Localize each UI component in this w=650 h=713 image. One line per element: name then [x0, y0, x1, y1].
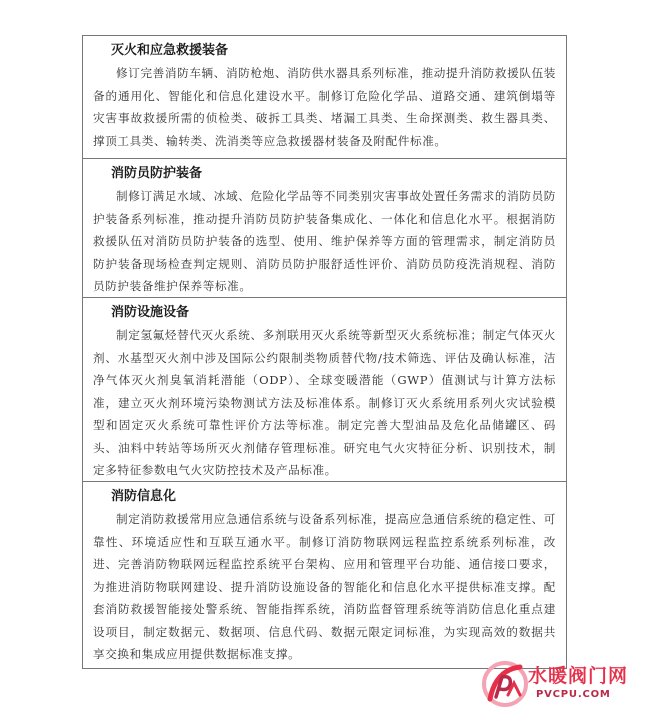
document-table — [82, 35, 567, 669]
pv-logo-icon — [480, 659, 530, 709]
section-fire-informatization — [83, 482, 566, 668]
section-firefighter-protective-equipment — [83, 159, 566, 298]
section-fire-rescue-equipment — [83, 36, 566, 159]
section-body: 制修订满足水域、冰域、危险化学品等不同类别灾害事故处置任务需求的消防员防护装备系列标准，推动提升消防员防护装备集成化、一体化和信息化水平。根据消防救援队伍对消防员防护装备的选型、使用、维护保养等方面的管理需求，制定消防员防护装备现场检查判定规则、消防员防护服舒适性评价、消防员防疫洗消规程、消防员防护装备维护保养等标准。 — [93, 189, 556, 293]
watermark-title: 水暖阀门网 — [528, 665, 629, 687]
watermark — [480, 659, 640, 709]
section-title: 消防信息化 — [111, 489, 177, 504]
section-title: 消防员防护装备 — [111, 166, 203, 181]
section-title: 灭火和应急救援装备 — [111, 43, 229, 58]
section-fire-facilities-equipment — [83, 298, 566, 482]
section-body: 制定氢氟烃替代灭火系统、多剂联用灭火系统等新型灭火系统标准；制定气体灭火剂、水基型灭火剂中涉及国际公约限制类物质替代物/技术筛选、评估及确认标准，洁净气体灭火剂臭氧消耗潜能（ODP）、全球变暖潜能（GWP）值测试与计算方法标准，建立灭火剂环境污染物测试方法及标准体系。制修订灭火系统用系列火灾试验模型和固定灭火系统可靠性评价方法等标准。制定完善大型油品及危化品储罐区、码头、油料中转站等场所灭火剂储存管理标准。研究电气火灾特征分析、识别技术，制定多特征参数电气火灾防控技术及产品标准。 — [93, 328, 556, 477]
section-body: 制定消防救援常用应急通信系统与设备系列标准，提高应急通信系统的稳定性、可靠性、环境适应性和互联互通水平。制修订消防物联网远程监控系统系列标准，改进、完善消防物联网远程监控系统平台架构、应用和管理平台功能、通信接口要求，为推进消防物联网建设、提升消防设施设备的智能化和信息化水平提供标准支撑。配套消防救援智能接处警系统、智能指挥系统，消防监督管理系统等消防信息化重点建设项目，制定数据元、数据项、信息代码、数据元限定词标准，为实现高效的数据共享交换和集成应用提供数据标准支撑。 — [93, 512, 556, 661]
watermark-url: PVCPU.COM — [536, 689, 611, 700]
section-body: 修订完善消防车辆、消防枪炮、消防供水器具系列标准，推动提升消防救援队伍装备的通用化、智能化和信息化建设水平。制修订危险化学品、道路交通、建筑倒塌等灾害事故救援所需的侦检类、破拆工具类、堵漏工具类、生命探测类、救生器具类、撑顶工具类、输转类、洗消类等应急救援器材装备及附配件标准。 — [93, 66, 556, 148]
section-title: 消防设施设备 — [111, 305, 190, 320]
